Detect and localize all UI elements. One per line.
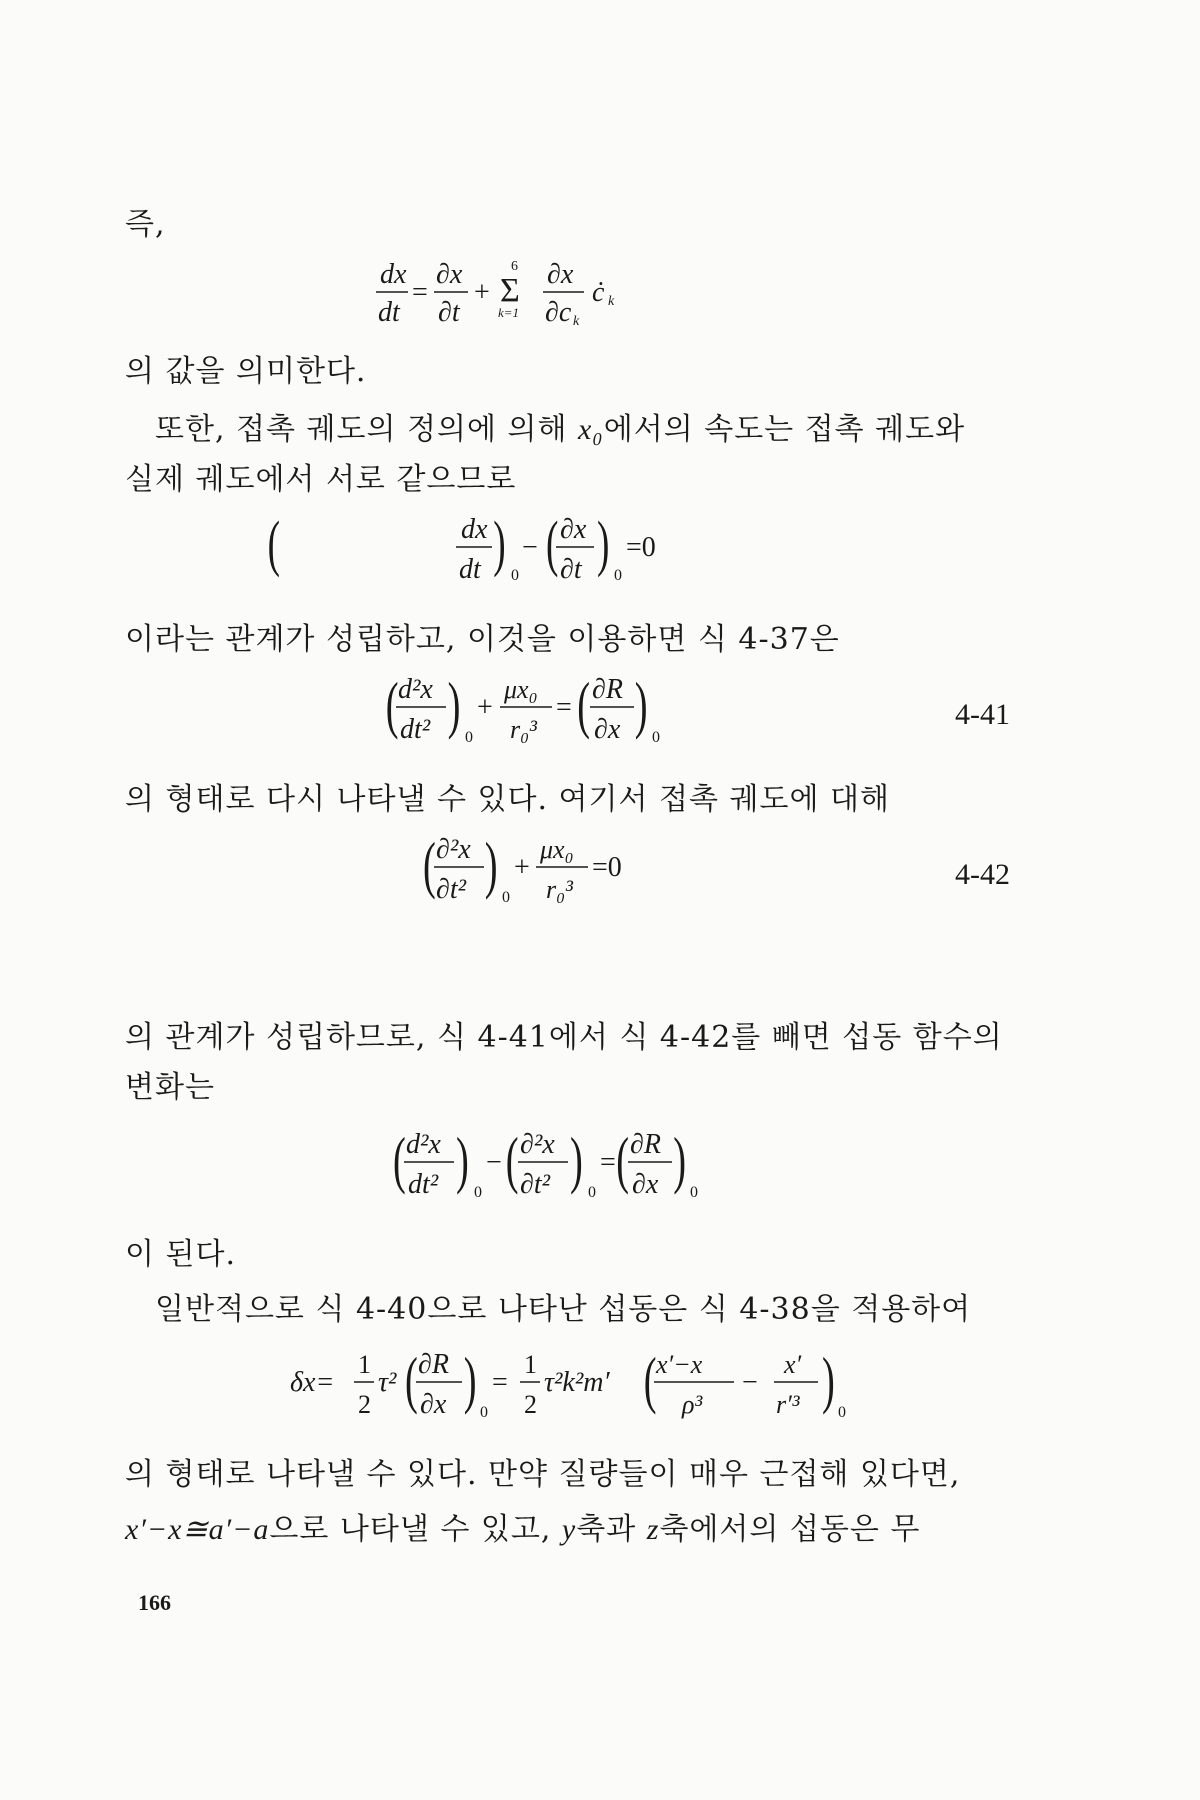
eq6-tau-squared: τ² [378, 1367, 397, 1398]
eq2-frac1-numerator: dx [461, 514, 488, 545]
eq1-sum-lower: k=1 [498, 305, 520, 320]
eq5-minus: − [486, 1147, 502, 1178]
paragraph-meaning: 의 값을 의미한다. [125, 354, 367, 389]
page-number: 166 [138, 1590, 171, 1615]
eq4-frac2-denominator: r₀³ [546, 875, 573, 904]
eq6-half2-denominator: 2 [524, 1390, 537, 1419]
eq5-frac3-denominator: ∂x [632, 1169, 659, 1200]
eq1-term1-numerator: ∂x [436, 259, 463, 290]
eq1-term2-subscript: k [573, 314, 580, 329]
equation-4-42 [0, 830, 1200, 920]
eq3-frac2-denominator: r₀³ [510, 715, 537, 744]
equation-total-derivative [0, 255, 1200, 345]
eq1-plus: + [474, 277, 490, 308]
eq1-sum-upper: 6 [511, 259, 518, 274]
eq6-half-numerator: 1 [358, 1350, 371, 1379]
equation-delta-x [0, 1345, 1200, 1435]
eq3-sub-2: 0 [652, 729, 660, 746]
eq6-frac1-numerator: ∂R [418, 1349, 449, 1380]
eq3-frac3-numerator: ∂R [592, 674, 623, 705]
eq5-frac2-denominator: ∂t² [520, 1169, 551, 1200]
eq2-sub-1: 0 [511, 567, 519, 584]
paragraph-relation: 이라는 관계가 성립하고, 이것을 이용하면 식 4-37은 [125, 622, 840, 657]
eq3-paren-close-2: ) [634, 670, 648, 741]
eq6-minus: − [742, 1367, 758, 1398]
eq4-frac1-denominator: ∂t² [436, 874, 467, 905]
paragraph-osculating-line2: 실제 궤도에서 서로 같으므로 [125, 462, 517, 497]
eq1-term2-numerator: ∂x [547, 259, 574, 290]
eq2-frac2-numerator: ∂x [560, 514, 587, 545]
eq5-frac1-denominator: dt² [408, 1169, 439, 1200]
eq6-paren-open-1: ( [405, 1345, 418, 1416]
paragraph-subtract-line2: 변화는 [125, 1070, 215, 1105]
eq1-cdot: ċ [592, 277, 605, 308]
eq1-lhs-numerator: dx [380, 259, 407, 290]
eq6-frac1-denominator: ∂x [420, 1389, 447, 1420]
eq6-frac2-numerator: x′−x [656, 1350, 703, 1379]
eq6-sub-1: 0 [480, 1404, 488, 1421]
paragraph-subtract-line1: 의 관계가 성립하므로, 식 4-41에서 식 4-42를 빼면 섭동 함수의 [125, 1020, 1003, 1055]
eq6-frac3-denominator: r′³ [776, 1390, 800, 1419]
eq5-paren-open-3: ( [616, 1125, 629, 1196]
eq5-paren-close-1: ) [456, 1125, 469, 1196]
equation-label-4-41: 4-41 [955, 698, 1010, 731]
eq4-frac2-numerator: μx₀ [540, 835, 574, 864]
eq6-half-denominator: 2 [358, 1390, 371, 1419]
eq5-paren-open-2: ( [505, 1125, 519, 1196]
eq3-sub-1: 0 [465, 729, 473, 746]
eq5-equals: = [600, 1147, 616, 1178]
eq3-equals: = [556, 692, 572, 723]
eq5-sub-2: 0 [588, 1184, 596, 1201]
eq6-tau-k-m: τ²k²m′ [544, 1367, 610, 1398]
equation-perturbation-change [0, 1125, 1200, 1215]
eq5-sub-1: 0 [474, 1184, 482, 1201]
paragraph-yz-axes: x′−x≅a′−a으로 나타낼 수 있고, y축과 z축에서의 섭동은 무 [125, 1512, 921, 1547]
eq5-paren-open-1: ( [392, 1125, 406, 1196]
eq4-paren-close: ) [484, 830, 498, 901]
eq1-term1-denominator: ∂t [438, 297, 460, 328]
eq4-plus: + [514, 852, 530, 883]
paragraph-close-masses: 의 형태로 나타낼 수 있다. 만약 질량들이 매우 근접해 있다면, [125, 1457, 961, 1492]
eq6-frac3-numerator: x′ [784, 1350, 802, 1379]
eq3-plus: + [477, 692, 493, 723]
equation-4-41 [0, 670, 1200, 760]
eq4-sub: 0 [502, 889, 510, 906]
eq3-frac2-numerator: μx₀ [504, 675, 538, 704]
equation-velocity-equality [0, 510, 1200, 600]
eq2-paren-close-2: ) [597, 509, 610, 579]
eq6-equals: = [492, 1367, 508, 1398]
equation-label-4-42: 4-42 [955, 858, 1010, 891]
eq4-frac1-numerator: ∂²x [436, 834, 471, 865]
eq5-frac2-numerator: ∂²x [520, 1129, 555, 1160]
eq5-frac3-numerator: ∂R [630, 1129, 661, 1160]
eq1-equals: = [412, 277, 428, 308]
eq2-frac1-denominator: dt [459, 554, 481, 585]
eq4-rhs: =0 [592, 852, 622, 883]
eq2-paren-close-1: ) [493, 509, 506, 579]
eq3-paren-open-2: ( [577, 670, 590, 741]
eq3-paren-open-1: ( [385, 670, 399, 741]
eq6-half2-numerator: 1 [524, 1350, 537, 1379]
paragraph-general: 일반적으로 식 4-40으로 나타난 섭동은 식 4-38을 적용하여 [155, 1292, 972, 1327]
eq6-paren-close-1: ) [463, 1345, 477, 1416]
eq1-lhs-denominator: dt [378, 297, 400, 328]
paragraph-osculating-line1: 또한, 접촉 궤도의 정의에 의해 x₀에서의 속도는 접촉 궤도와 [155, 412, 966, 447]
eq2-frac2-denominator: ∂t [560, 554, 582, 585]
eq3-frac3-denominator: ∂x [594, 714, 621, 745]
eq4-paren-open: ( [423, 830, 436, 901]
eq2-paren-open-2: ( [546, 509, 559, 579]
paragraph-intro: 즉, [125, 207, 166, 242]
eq1-term2-denominator: ∂c [545, 297, 572, 328]
eq2-paren-open-1: ( [267, 509, 280, 579]
eq2-minus: − [522, 532, 538, 563]
eq5-paren-close-2: ) [570, 1125, 583, 1196]
eq3-paren-close-1: ) [447, 670, 461, 741]
eq6-lhs: δx= [290, 1367, 335, 1398]
eq6-paren-close-2: ) [822, 1345, 835, 1416]
eq6-sub-2: 0 [838, 1404, 846, 1421]
eq2-sub-2: 0 [614, 567, 622, 584]
paragraph-form: 의 형태로 다시 나타낼 수 있다. 여기서 접촉 궤도에 대해 [125, 782, 890, 817]
eq3-frac1-numerator: d²x [398, 674, 433, 705]
eq5-paren-close-3: ) [673, 1125, 686, 1196]
eq1-cdot-subscript: k [608, 294, 615, 309]
eq1-sum-symbol: Σ [500, 272, 520, 309]
paragraph-result: 이 된다. [125, 1237, 237, 1272]
eq3-frac1-denominator: dt² [400, 714, 431, 745]
eq6-frac2-denominator: ρ³ [682, 1390, 703, 1419]
eq5-sub-3: 0 [690, 1184, 698, 1201]
eq6-paren-open-2: ( [643, 1345, 657, 1416]
eq2-rhs: =0 [626, 532, 656, 563]
eq5-frac1-numerator: d²x [406, 1129, 441, 1160]
